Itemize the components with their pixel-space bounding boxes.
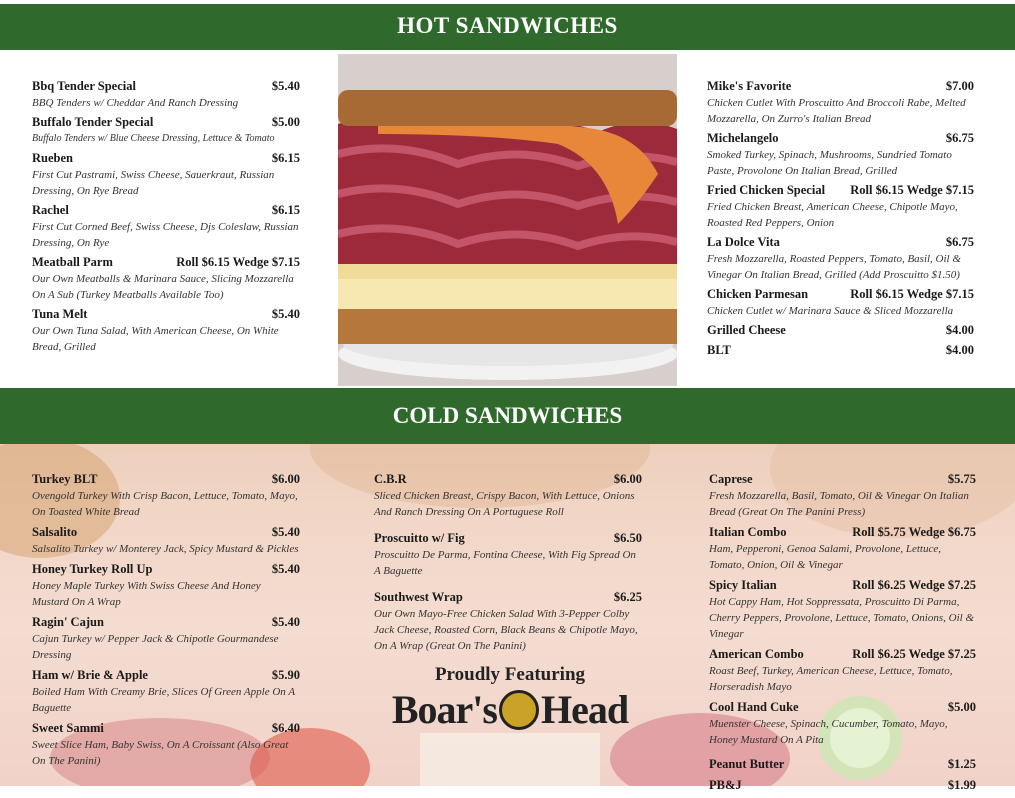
item-price: $5.00 bbox=[947, 700, 976, 714]
proudly-featuring-text: Proudly Featuring bbox=[434, 664, 586, 685]
cold-middle-column bbox=[374, 471, 642, 658]
menu-item bbox=[32, 471, 300, 520]
item-price: $5.40 bbox=[271, 79, 300, 93]
menu-item bbox=[32, 202, 300, 251]
menu-item bbox=[374, 589, 642, 654]
item-name: Cool Hand Cuke bbox=[709, 700, 799, 714]
item-name: Rueben bbox=[32, 151, 73, 165]
item-name: Rachel bbox=[32, 203, 69, 217]
item-name: Ragin' Cajun bbox=[32, 615, 104, 629]
item-name: Spicy Italian bbox=[709, 578, 777, 592]
proudly-featuring-block bbox=[370, 664, 650, 734]
item-price: $5.40 bbox=[271, 562, 300, 576]
menu-item bbox=[709, 471, 976, 520]
hot-left-column bbox=[32, 78, 300, 358]
menu-item bbox=[707, 234, 974, 283]
menu-item bbox=[32, 306, 300, 355]
hot-right-column bbox=[707, 78, 974, 362]
item-price: $5.00 bbox=[271, 115, 300, 129]
item-description: Buffalo Tenders w/ Blue Cheese Dressing, Lettuce & Tomato bbox=[32, 133, 275, 144]
item-description: First Cut Corned Beef, Swiss Cheese, Djs Coleslaw, Russian Dressing, On Rye bbox=[32, 221, 299, 249]
sandwich-photo bbox=[338, 54, 677, 386]
item-description: First Cut Pastrami, Swiss Cheese, Sauerkraut, Russian Dressing, On Rye Bread bbox=[32, 169, 275, 197]
item-name: BLT bbox=[707, 343, 731, 357]
item-name: La Dolce Vita bbox=[707, 235, 780, 249]
item-description: Fresh Mozzarella, Basil, Tomato, Oil & Vinegar On Italian Bread (Great On The Panini Press) bbox=[709, 490, 969, 518]
item-description: Our Own Mayo-Free Chicken Salad With 3-Pepper Colby Jack Cheese, Roasted Corn, Black Beans & Chipotle Mayo, On A Wrap (Great On The Panini) bbox=[374, 608, 638, 652]
menu-item bbox=[709, 756, 976, 773]
menu-item bbox=[32, 254, 300, 303]
item-description: Fried Chicken Breast, American Cheese, Chipotle Mayo, Roasted Red Peppers, Onion bbox=[707, 201, 958, 229]
item-description: Sweet Slice Ham, Baby Swiss, On A Croissant (Also Great On The Panini) bbox=[32, 739, 289, 767]
item-description: Muenster Cheese, Spinach, Cucumber, Tomato, Mayo, Honey Mustard On A Pita bbox=[709, 718, 948, 746]
item-price: $1.25 bbox=[947, 757, 976, 771]
item-price: $1.99 bbox=[947, 778, 976, 792]
hot-sandwiches-title: HOT SANDWICHES bbox=[397, 13, 618, 38]
item-price: $5.90 bbox=[271, 668, 300, 682]
item-name: Michelangelo bbox=[707, 131, 779, 145]
menu-item bbox=[32, 720, 300, 769]
item-description: Boiled Ham With Creamy Brie, Slices Of Green Apple On A Baguette bbox=[32, 686, 295, 714]
item-description: Ovengold Turkey With Crisp Bacon, Lettuce, Tomato, Mayo, On Toasted White Bread bbox=[32, 490, 298, 518]
item-name: Caprese bbox=[709, 472, 753, 486]
item-name: Fried Chicken Special bbox=[707, 183, 826, 197]
cold-sandwiches-title: COLD SANDWICHES bbox=[392, 403, 623, 428]
menu-item bbox=[32, 524, 300, 557]
item-price: $6.00 bbox=[613, 472, 642, 486]
item-price: $7.00 bbox=[945, 79, 974, 93]
item-price: $6.40 bbox=[271, 721, 300, 735]
item-name: Southwest Wrap bbox=[374, 590, 463, 604]
menu-item bbox=[707, 78, 974, 127]
item-description: Cajun Turkey w/ Pepper Jack & Chipotle Gourmandese Dressing bbox=[32, 633, 279, 661]
item-price: $6.00 bbox=[271, 472, 300, 486]
menu-item bbox=[374, 471, 642, 520]
boar-seal-icon bbox=[499, 690, 539, 730]
brand-left: Boar's bbox=[391, 687, 497, 732]
item-description: Sliced Chicken Breast, Crispy Bacon, With Lettuce, Onions And Ranch Dressing On A Portuguese Roll bbox=[374, 490, 635, 518]
menu-item bbox=[707, 130, 974, 179]
item-description: Our Own Meatballs & Marinara Sauce, Slicing Mozzarella On A Sub (Turkey Meatballs Available Too) bbox=[32, 273, 294, 301]
menu-item bbox=[709, 577, 976, 642]
item-description: Salsalito Turkey w/ Monterey Jack, Spicy Mustard & Pickles bbox=[32, 543, 299, 555]
item-price: $6.25 bbox=[613, 590, 642, 604]
item-price: Roll $6.25 Wedge $7.25 bbox=[852, 578, 976, 592]
brand-right: Head bbox=[541, 687, 629, 732]
sandwich-illustration bbox=[338, 54, 677, 386]
item-price: $6.75 bbox=[945, 235, 974, 249]
item-price: $6.75 bbox=[945, 131, 974, 145]
item-description: Chicken Cutlet w/ Marinara Sauce & Sliced Mozzarella bbox=[707, 305, 954, 317]
item-price: Roll $5.75 Wedge $6.75 bbox=[852, 525, 976, 539]
menu-item bbox=[32, 667, 300, 716]
menu-item bbox=[709, 524, 976, 573]
item-price: $6.15 bbox=[271, 203, 300, 217]
item-price: $5.75 bbox=[947, 472, 976, 486]
item-description: Roast Beef, Turkey, American Cheese, Lettuce, Tomato, Horseradish Mayo bbox=[709, 665, 953, 693]
item-price: $5.40 bbox=[271, 525, 300, 539]
item-name: Turkey BLT bbox=[32, 472, 98, 486]
menu-item bbox=[32, 78, 300, 111]
item-description: Proscuitto De Parma, Fontina Cheese, With Fig Spread On A Baguette bbox=[374, 549, 636, 577]
menu-item bbox=[709, 699, 976, 748]
item-name: Sweet Sammi bbox=[32, 721, 104, 735]
item-name: Buffalo Tender Special bbox=[32, 115, 154, 129]
menu-item bbox=[32, 561, 300, 610]
item-description: Honey Maple Turkey With Swiss Cheese And Honey Mustard On A Wrap bbox=[32, 580, 261, 608]
item-name: American Combo bbox=[709, 647, 804, 661]
menu-item bbox=[374, 530, 642, 579]
item-description: Fresh Mozzarella, Roasted Peppers, Tomato, Basil, Oil & Vinegar On Italian Bread, Grilled (Add Proscuitto $1.50) bbox=[707, 253, 961, 281]
menu-item bbox=[707, 342, 974, 359]
item-name: C.B.R bbox=[374, 472, 407, 486]
item-price: Roll $6.15 Wedge $7.15 bbox=[850, 287, 974, 301]
menu-item bbox=[32, 614, 300, 663]
item-name: Chicken Parmesan bbox=[707, 287, 809, 301]
item-price: $5.40 bbox=[271, 615, 300, 629]
boars-head-logo bbox=[370, 686, 650, 734]
item-name: Ham w/ Brie & Apple bbox=[32, 668, 148, 682]
item-name: Bbq Tender Special bbox=[32, 79, 136, 93]
menu-item bbox=[32, 114, 300, 147]
item-price: $6.15 bbox=[271, 151, 300, 165]
item-name: Mike's Favorite bbox=[707, 79, 792, 93]
item-price: $4.00 bbox=[945, 343, 974, 357]
item-price: Roll $6.15 Wedge $7.15 bbox=[176, 255, 300, 269]
item-name: Meatball Parm bbox=[32, 255, 113, 269]
item-description: Smoked Turkey, Spinach, Mushrooms, Sundried Tomato Paste, Provolone On Italian Bread, Grilled bbox=[707, 149, 952, 177]
item-name: Grilled Cheese bbox=[707, 323, 786, 337]
item-name: Honey Turkey Roll Up bbox=[32, 562, 153, 576]
item-name: Salsalito bbox=[32, 525, 78, 539]
item-description: Chicken Cutlet With Proscuitto And Broccoli Rabe, Melted Mozzarella, On Zurro's Italian Bread bbox=[707, 97, 966, 125]
item-price: $4.00 bbox=[945, 323, 974, 337]
item-name: Proscuitto w/ Fig bbox=[374, 531, 465, 545]
cold-left-column bbox=[32, 471, 300, 773]
item-description: BBQ Tenders w/ Cheddar And Ranch Dressing bbox=[32, 97, 239, 109]
menu-item bbox=[707, 182, 974, 231]
item-price: Roll $6.25 Wedge $7.25 bbox=[852, 647, 976, 661]
item-price: $5.40 bbox=[271, 307, 300, 321]
menu-item bbox=[707, 322, 974, 339]
item-name: Tuna Melt bbox=[32, 307, 88, 321]
item-name: PB&J bbox=[709, 778, 742, 792]
menu-item bbox=[709, 646, 976, 695]
item-price: Roll $6.15 Wedge $7.15 bbox=[850, 183, 974, 197]
item-name: Peanut Butter bbox=[709, 757, 785, 771]
item-description: Hot Cappy Ham, Hot Soppressata, Proscuitto Di Parma, Cherry Peppers, Provolone, Lettuce, Tomato, Onions, Oil & Vinegar bbox=[709, 596, 974, 640]
item-description: Ham, Pepperoni, Genoa Salami, Provolone, Lettuce, Tomato, Onion, Oil & Vinegar bbox=[709, 543, 941, 571]
item-name: Italian Combo bbox=[709, 525, 787, 539]
item-description: Our Own Tuna Salad, With American Cheese, On White Bread, Grilled bbox=[32, 325, 279, 353]
item-price: $6.50 bbox=[613, 531, 642, 545]
cold-right-column bbox=[709, 471, 976, 798]
menu-item bbox=[707, 286, 974, 319]
menu-item bbox=[32, 150, 300, 199]
